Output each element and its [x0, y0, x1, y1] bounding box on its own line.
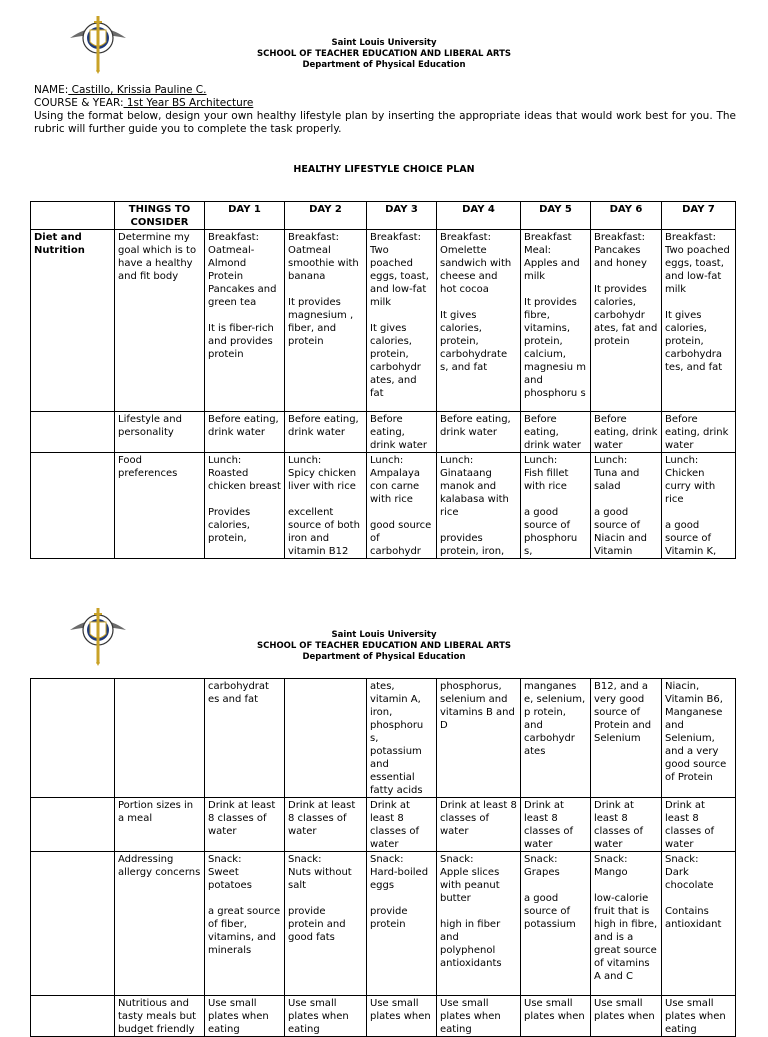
day-cell: Before eating, drink water	[367, 412, 437, 453]
day-cell: Breakfast: Pancakes and honey It provides calories, carbohydr ates, fat and protein	[591, 230, 662, 412]
day-cell: Lunch: Fish fillet with rice a good source of phosphoru s,	[521, 453, 591, 559]
category-cell	[31, 412, 115, 453]
day-cell: Breakfast Meal: Apples and milk It provides fibre, vitamins, protein, calcium, magnesiu m and phosphoru s	[521, 230, 591, 412]
plan-table-page-1	[30, 201, 736, 559]
thing-cell: Lifestyle and personality	[115, 412, 205, 453]
category-cell	[31, 996, 115, 1037]
university-name: Saint Louis University	[331, 38, 437, 48]
day-cell: Use small plates when eating	[662, 996, 736, 1037]
day-cell: B12, and a very good source of Protein and Selenium	[591, 679, 662, 798]
table-row	[31, 996, 736, 1037]
category-cell: Diet and Nutrition	[31, 230, 115, 412]
category-cell	[31, 798, 115, 852]
table-row	[31, 412, 736, 453]
day-cell: Lunch: Roasted chicken breast Provides calories, protein,	[205, 453, 285, 559]
day-cell: Breakfast: Omelette sandwich with cheese and hot cocoa It gives calories, protein, carbohydrate s, and fat	[437, 230, 521, 412]
day-cell: Drink at least 8 classes of water	[521, 798, 591, 852]
day-cell: Snack: Grapes a good source of potassium	[521, 852, 591, 996]
category-cell	[31, 679, 115, 798]
day-cell: Use small plates when eating	[437, 996, 521, 1037]
day-cell: phosphorus, selenium and vitamins B and D	[437, 679, 521, 798]
day-cell: Snack: Mango low-calorie fruit that is high in fibre, and is a great source of vitamins A and C	[591, 852, 662, 996]
day-cell: Drink at least 8 classes of water	[437, 798, 521, 852]
table-row	[31, 679, 736, 798]
thing-cell: Determine my goal which is to have a healthy and fit body	[115, 230, 205, 412]
thing-cell: Food preferences	[115, 453, 205, 559]
header-cell: DAY 5	[521, 202, 591, 230]
day-cell: Lunch: Ginataang manok and kalabasa with rice provides protein, iron,	[437, 453, 521, 559]
day-cell: Snack: Apple slices with peanut butter high in fiber and polyphenol antioxidants	[437, 852, 521, 996]
day-cell: Drink at least 8 classes of water	[205, 798, 285, 852]
course-value: 1st Year BS Architecture	[123, 97, 254, 109]
day-cell: carbohydrat es and fat	[205, 679, 285, 798]
day-cell: Before eating, drink water	[591, 412, 662, 453]
day-cell: Use small plates when eating	[285, 996, 367, 1037]
university-name: Saint Louis University	[331, 630, 437, 640]
day-cell: Use small plates when	[521, 996, 591, 1037]
day-cell: Use small plates when eating	[205, 996, 285, 1037]
header-cell: DAY 4	[437, 202, 521, 230]
day-cell: Before eating, drink water	[662, 412, 736, 453]
day-cell: Drink at least 8 classes of water	[662, 798, 736, 852]
day-cell: Breakfast: Oatmeal smoothie with banana It provides magnesium , fiber, and protein	[285, 230, 367, 412]
category-cell	[31, 453, 115, 559]
day-cell: Snack: Hard-boiled eggs provide protein	[367, 852, 437, 996]
department-name: Department of Physical Education	[302, 652, 466, 662]
department-name: Department of Physical Education	[302, 60, 466, 70]
table-header-row	[31, 202, 736, 230]
student-name-line	[34, 84, 736, 97]
day-cell	[285, 679, 367, 798]
header-cell: DAY 3	[367, 202, 437, 230]
day-cell: Lunch: Tuna and salad a good source of Niacin and Vitamin	[591, 453, 662, 559]
day-cell: Snack: Dark chocolate Contains antioxidant	[662, 852, 736, 996]
day-cell: Lunch: Ampalaya con carne with rice good source of carbohydr	[367, 453, 437, 559]
day-cell: Lunch: Chicken curry with rice a good source of Vitamin K,	[662, 453, 736, 559]
table-row	[31, 230, 736, 412]
document-page-2	[0, 580, 768, 1035]
header-cell: DAY 1	[205, 202, 285, 230]
day-cell: Drink at least 8 classes of water	[285, 798, 367, 852]
day-cell: Drink at least 8 classes of water	[591, 798, 662, 852]
name-label: NAME:	[34, 84, 69, 96]
day-cell: Lunch: Spicy chicken liver with rice excellent source of both iron and vitamin B12	[285, 453, 367, 559]
instruction-text: Using the format below, design your own healthy lifestyle plan by inserting the appropriate ideas that would work best for you. The rubric will further guide you to complete the task properly.	[34, 110, 736, 135]
school-name: SCHOOL OF TEACHER EDUCATION AND LIBERAL ARTS	[256, 49, 512, 59]
thing-cell	[115, 679, 205, 798]
day-cell: Before eating, drink water	[437, 412, 521, 453]
plan-title: HEALTHY LIFESTYLE CHOICE PLAN	[293, 164, 475, 175]
day-cell: Use small plates when	[367, 996, 437, 1037]
header-cell: DAY 2	[285, 202, 367, 230]
table-row	[31, 453, 736, 559]
thing-cell: Addressing allergy concerns	[115, 852, 205, 996]
day-cell: Before eating, drink water	[521, 412, 591, 453]
day-cell: Breakfast: Oatmeal-Almond Protein Pancakes and green tea It is fiber-rich and provides protein	[205, 230, 285, 412]
table-row	[31, 852, 736, 996]
day-cell: Drink at least 8 classes of water	[367, 798, 437, 852]
plan-table-page-2	[30, 678, 736, 1037]
header-cell	[31, 202, 115, 230]
name-value: Castillo, Krissia Pauline C.	[68, 84, 207, 96]
day-cell: Snack: Sweet potatoes a great source of fiber, vitamins, and minerals	[205, 852, 285, 996]
table-row	[31, 798, 736, 852]
school-name: SCHOOL OF TEACHER EDUCATION AND LIBERAL ARTS	[256, 641, 512, 651]
day-cell: Before eating, drink water	[285, 412, 367, 453]
header-cell: THINGS TO CONSIDER	[115, 202, 205, 230]
thing-cell: Portion sizes in a meal	[115, 798, 205, 852]
thing-cell: Nutritious and tasty meals but budget friendly	[115, 996, 205, 1037]
day-cell: Niacin, Vitamin B6, Manganese and Selenium, and a very good source of Protein	[662, 679, 736, 798]
header-cell: DAY 7	[662, 202, 736, 230]
day-cell: Before eating, drink water	[205, 412, 285, 453]
header-cell: DAY 6	[591, 202, 662, 230]
day-cell: manganes e, selenium, p rotein, and carbohydr ates	[521, 679, 591, 798]
course-year-line	[34, 97, 736, 110]
category-cell	[31, 852, 115, 996]
day-cell: Breakfast: Two poached eggs, toast, and low-fat milk It gives calories, protein, carbohydr ates, and fat	[367, 230, 437, 412]
course-label: COURSE & YEAR:	[34, 97, 124, 109]
day-cell: ates, vitamin A, iron, phosphoru s, potassium and essential fatty acids	[367, 679, 437, 798]
day-cell: Use small plates when	[591, 996, 662, 1037]
day-cell: Breakfast: Two poached eggs, toast, and low-fat milk It gives calories, protein, carbohydra tes, and fat	[662, 230, 736, 412]
day-cell: Snack: Nuts without salt provide protein and good fats	[285, 852, 367, 996]
